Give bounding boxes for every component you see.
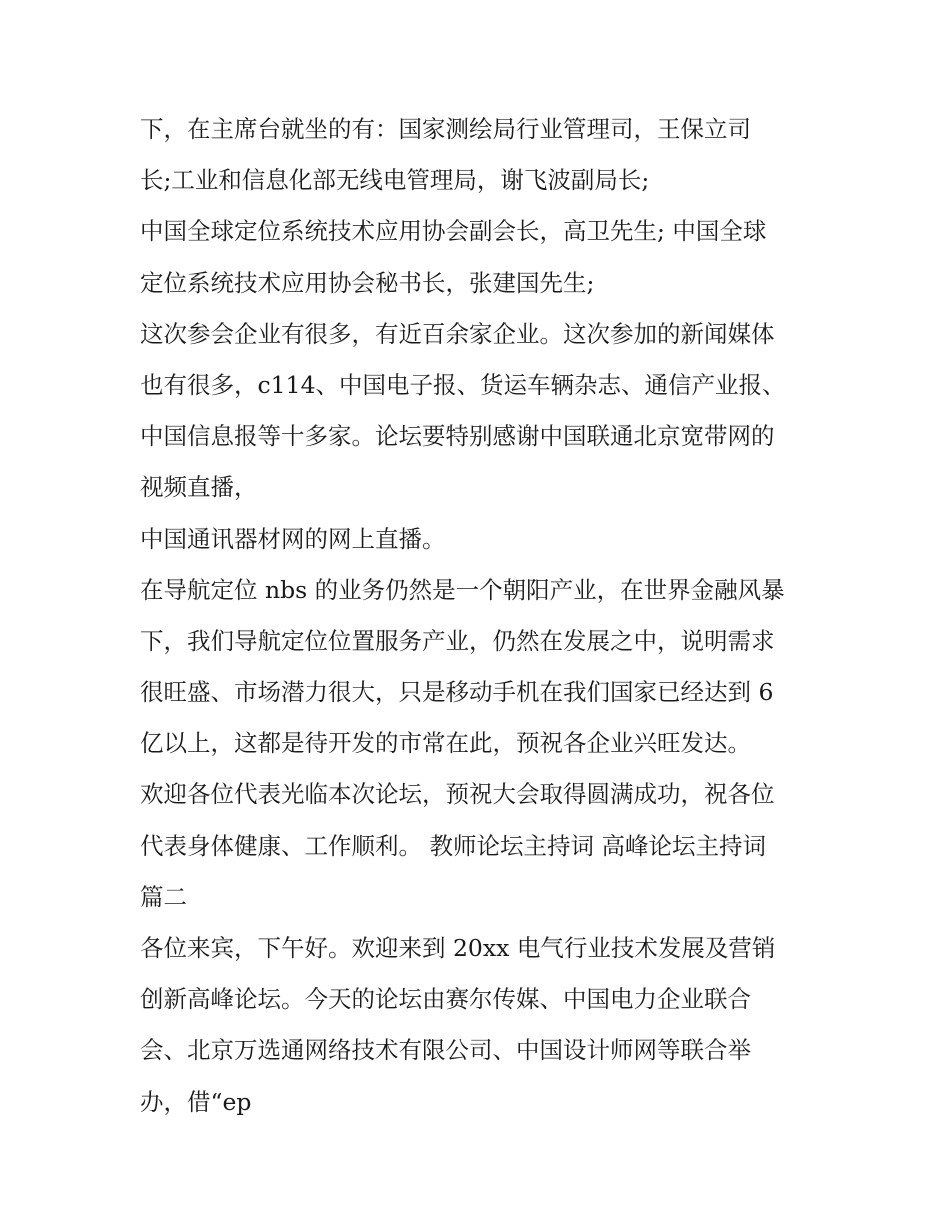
text-line: 创新高峰论坛。今天的论坛由赛尔传媒、中国电力企业联合 <box>140 985 751 1014</box>
text-line: 很旺盛、市场潜力很大，只是移动手机在我们国家已经达到 6 <box>140 678 774 707</box>
text-line: 代表身体健康、工作顺利。 教师论坛主持词 高峰论坛主持词 <box>140 831 766 860</box>
text-line: 亿以上，这都是待开发的市常在此，预祝各企业兴旺发达。 <box>140 729 751 758</box>
text-line: 欢迎各位代表光临本次论坛，预祝大会取得圆满成功，祝各位 <box>140 780 775 809</box>
text-line: 中国通讯器材网的网上直播。 <box>140 524 446 553</box>
text-line: 会、北京万选通网络技术有限公司、中国设计师网等联合举 <box>140 1036 751 1065</box>
text-line: 下，我们导航定位位置服务产业，仍然在发展之中，说明需求 <box>140 626 775 655</box>
text-line: 视频直播， <box>140 473 258 502</box>
text-line: 下，在主席台就坐的有：国家测绘局行业管理司，王保立司 <box>140 115 751 143</box>
text-line: 定位系统技术应用协会秘书长，张建国先生; <box>140 268 595 297</box>
text-line: 办，借“ep <box>140 1087 252 1116</box>
text-line: 这次参会企业有很多，有近百余家企业。这次参加的新闻媒体 <box>140 319 775 348</box>
text-line: 各位来宾，下午好。欢迎来到 20xx 电气行业技术发展及营销 <box>140 934 776 962</box>
text-line: 中国信息报等十多家。论坛要特别感谢中国联通北京宽带网的 <box>140 422 775 451</box>
text-line: 长;工业和信息化部无线电管理局，谢飞波副局长; <box>140 166 650 195</box>
text-line: 在导航定位 nbs 的业务仍然是一个朝阳产业，在世界金融风暴 <box>140 575 785 604</box>
text-line: 篇二 <box>140 882 187 911</box>
document-body <box>140 104 820 1128</box>
text-line: 也有很多，c114、中国电子报、货运车辆杂志、通信产业报、 <box>140 370 786 399</box>
text-line: 中国全球定位系统技术应用协会副会长，高卫先生; 中国全球 <box>140 217 767 246</box>
